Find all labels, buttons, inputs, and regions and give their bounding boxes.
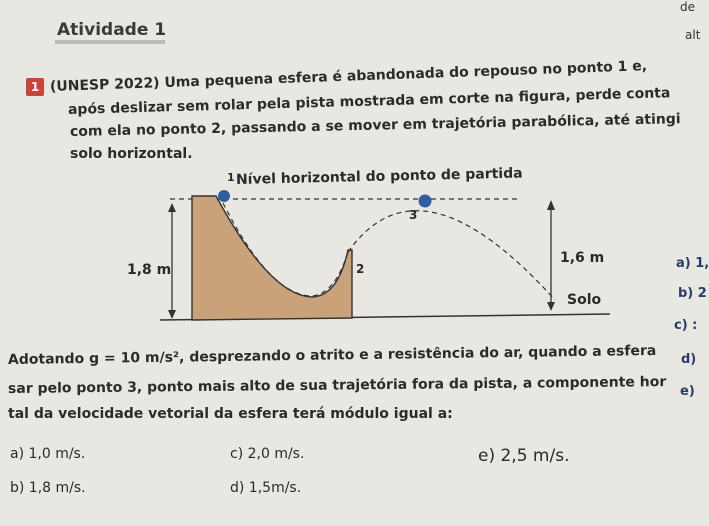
side-option-c: c) : xyxy=(674,318,698,333)
question-after-3: tal da velocidade vetorial da esfera terá módulo igual a: xyxy=(8,406,453,422)
height-right-label: 1,6 m xyxy=(560,250,605,266)
point-1-label: 1 xyxy=(227,171,235,184)
option-e: e) 2,5 m/s. xyxy=(478,446,570,466)
ball-point-3 xyxy=(419,195,432,208)
question-after-1: Adotando g = 10 m/s², desprezando o atrito e a resistência do ar, quando a esfera xyxy=(7,342,657,368)
activity-title: Atividade 1 xyxy=(57,20,167,40)
side-option-e: e) xyxy=(680,384,695,399)
question-number-badge: 1 xyxy=(26,78,44,96)
corner-text-mid: alt xyxy=(685,28,701,42)
question-line-4: solo horizontal. xyxy=(70,146,193,162)
height-left-label: 1,8 m xyxy=(127,262,172,278)
option-a: a) 1,0 m/s. xyxy=(10,446,86,462)
option-b: b) 1,8 m/s. xyxy=(10,480,86,496)
track-shape xyxy=(192,196,352,320)
option-c: c) 2,0 m/s. xyxy=(230,446,305,462)
side-option-b: b) 2 xyxy=(678,286,707,301)
point-2-label: 2 xyxy=(356,262,365,276)
corner-text-top: de xyxy=(680,0,695,14)
question-line-1: (UNESP 2022) Uma pequena esfera é abandonada do repouso no ponto 1 e, xyxy=(49,58,648,95)
parabolic-trajectory xyxy=(348,211,555,300)
question-line-3: com ela no ponto 2, passando a se mover em trajetória parabólica, até atingi xyxy=(69,111,681,140)
question-after-2: sar pelo ponto 3, ponto mais alto de sua trajetória fora da pista, a componente hor xyxy=(7,374,667,397)
option-d: d) 1,5m/s. xyxy=(230,480,302,496)
side-option-a: a) 1, xyxy=(676,256,709,271)
ground-label: Solo xyxy=(567,292,602,308)
side-option-d: d) xyxy=(681,352,697,367)
question-line-2: após deslizar sem rolar pela pista mostrada em corte na figura, perde conta xyxy=(67,85,671,118)
ball-point-1 xyxy=(218,190,230,202)
reference-level-label: Nível horizontal do ponto de partida xyxy=(235,165,523,188)
point-3-label: 3 xyxy=(409,208,418,222)
